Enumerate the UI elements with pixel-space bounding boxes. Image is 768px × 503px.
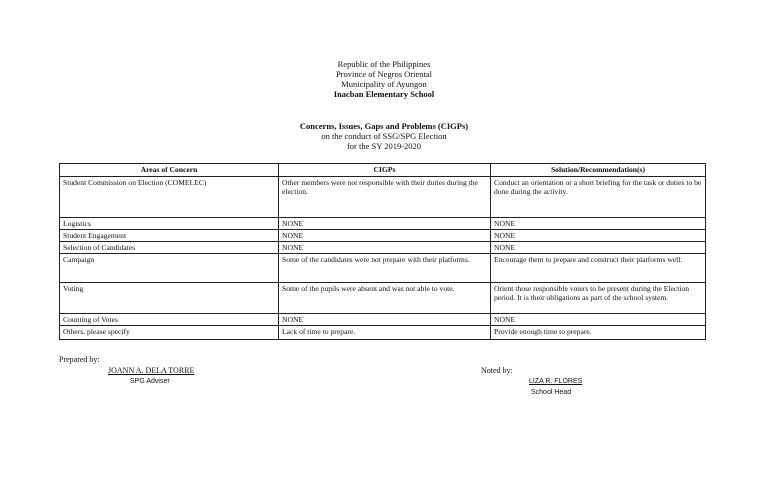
title-sub-year: for the SY 2019-2020	[346, 141, 422, 151]
solution-cell: Conduct an orientation or a short briefing for the task or duties to be done during the activity.	[491, 177, 706, 218]
noted-by-label: Noted by:	[481, 366, 513, 375]
area-cell: Student Engagement	[60, 230, 279, 242]
title-main: Concerns, Issues, Gaps and Problems (CIGPs)	[299, 121, 469, 131]
cigp-cell: NONE	[279, 230, 491, 242]
cigp-cell: Other members were not responsible with their duties during the election.	[279, 177, 491, 218]
prepared-by-name: JOANN A. DELA TORRE	[108, 366, 195, 375]
school-name: Inacban Elementary School	[333, 89, 435, 99]
document-title	[0, 121, 768, 151]
area-cell: Student Commission on Election (COMELEC)	[60, 177, 279, 218]
solution-cell: NONE	[491, 230, 706, 242]
cigp-cell: Lack of time to prepare.	[279, 326, 491, 340]
noted-by-name: LIZA R. FLORES	[529, 378, 583, 385]
solution-cell: NONE	[491, 218, 706, 230]
municipality-line: Municipality of Ayungon	[341, 79, 427, 89]
table-row	[60, 242, 706, 254]
table-row	[60, 283, 706, 314]
col-header-areas: Areas of Concern	[60, 164, 279, 177]
area-cell: Others, please specify	[60, 326, 279, 340]
prepared-by-label: Prepared by:	[59, 355, 100, 364]
table-row	[60, 254, 706, 283]
area-cell: Voting	[60, 283, 279, 314]
solution-cell: NONE	[491, 314, 706, 326]
country-line: Republic of the Philippines	[337, 59, 431, 69]
table-header-row	[60, 164, 706, 177]
cigp-cell: NONE	[279, 218, 491, 230]
table-row	[60, 314, 706, 326]
solution-cell: Encourage them to prepare and construct their platforms well.	[491, 254, 706, 283]
table-row	[60, 218, 706, 230]
letterhead	[0, 59, 768, 99]
cigp-cell: Some of the pupils were absent and was not able to vote.	[279, 283, 491, 314]
solution-cell: Orient those responsible voters to be present during the Election period. It is their obligations as part of the school system.	[491, 283, 706, 314]
cigp-cell: NONE	[279, 314, 491, 326]
table-row	[60, 230, 706, 242]
cigp-cell: Some of the candidates were not prepare with their platforms.	[279, 254, 491, 283]
area-cell: Counting of Votes	[60, 314, 279, 326]
noted-by-role: School Head	[531, 389, 572, 396]
area-cell: Campaign	[60, 254, 279, 283]
cigp-table	[59, 163, 706, 340]
solution-cell: NONE	[491, 242, 706, 254]
area-cell: Logistics	[60, 218, 279, 230]
col-header-cigps: CIGPs	[279, 164, 491, 177]
title-sub-conduct: on the conduct of SSG/SPG Election	[321, 131, 447, 141]
table-row	[60, 326, 706, 340]
cigp-cell: NONE	[279, 242, 491, 254]
prepared-by-role: SPG Adviser	[130, 378, 170, 385]
table-row	[60, 177, 706, 218]
solution-cell: Provide enough time to prepare.	[491, 326, 706, 340]
province-line: Province of Negros Oriental	[335, 69, 433, 79]
area-cell: Selection of Candidates	[60, 242, 279, 254]
col-header-solutions: Solution/Recommendation(s)	[491, 164, 706, 177]
